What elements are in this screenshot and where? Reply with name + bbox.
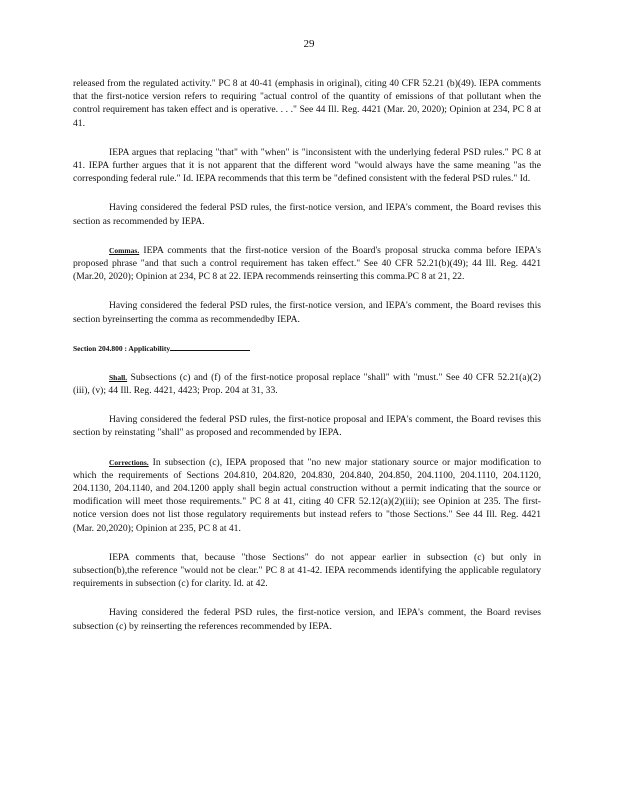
paragraph-shall [73,371,541,397]
document-body [73,77,541,633]
page-number: 29 [303,38,315,50]
corrections-heading: Corrections. [109,457,149,467]
shall-heading: Shall. [109,372,128,382]
section-heading-text: Section 204.800 : Applicability [73,343,171,353]
paragraph-corrections [73,456,541,535]
paragraph-board-revises-3: Having considered the federal PSD rules, the first-notice proposal and IEPA's comment, the Board revises this section by reinstating "shall" as proposed and recommended by IEPA. [73,414,541,439]
paragraph-board-revises-4: Having considered the federal PSD rules, the first-notice version, and IEPA's comment, the Board revises subsection (c) by reinserting the references recommended by IEPA. [73,607,541,632]
shall-text: Subsections (c) and (f) of the first-notice proposal replace "shall" with "must." See 40 CFR 52.21(a)(2)(iii), (v); 44 Ill. Reg. 4421, 4423; Prop. 204 at 31, 33. [73,371,541,397]
paragraph-board-revises-2: Having considered the federal PSD rules, the first-notice version, and IEPA's comment, the Board revises this section byreinserting the comma as recommendedby IEPA. [73,300,541,325]
section-heading-rule [170,350,250,351]
paragraph-board-revises-1: Having considered the federal PSD rules, the first-notice version, and IEPA's comment, the Board revises this section as recommended by IEPA. [73,202,541,227]
commas-heading: Commas. [109,245,140,255]
paragraph-those-sections: IEPA comments that, because "those Sections" do not appear earlier in subsection (c) but only in subsection(b),the reference "would not be clear." PC 8 at 41-42. IEPA recommends identifying the applicable regulatory requirements in subsection (c) for clarity. Id. at 42. [73,551,541,590]
paragraph-continuation: released from the regulated activity." PC 8 at 40-41 (emphasis in original), citing 40 CFR 52.21 (b)(49). IEPA comments that the first-notice version refers to requiring "actual control of the quantity of emissions of that pollutant when the control requirement has taken effect and is operative. . . ." See 44 Ill. Reg. 4421 (Mar. 20, 2020); Opinion at 234, PC 8 at 41. [73,78,541,129]
paragraph-iepa-argues: IEPA argues that replacing "that" with "when" is "inconsistent with the underlying federal PSD rules." PC 8 at 41. IEPA further argues that it is not apparent that the different word "would always have the same meaning "as the corresponding federal rule." Id. IEPA recommends that this term be "defined consistent with the federal PSD rules." Id. [73,146,541,185]
section-heading [73,342,541,355]
commas-text: IEPA comments that the first-notice version of the Board's proposal strucka comma before IEPA's proposed phrase "and that such a control requirement has taken effect." See 40 CFR 52.21(b)(49); 44 Ill. Reg. 4421 (Mar.20, 2020); Opinion at 234, PC 8 at 22. IEPA recommends reinserting this comma.PC 8 at 21, 22. [73,244,541,283]
paragraph-commas [73,244,541,284]
corrections-text: In subsection (c), IEPA proposed that "no new major stationary source or major modification to which the requirements of Sections 204.810, 204.820, 204.830, 204.840, 204.850, 204.1100, 204.1110, 204.1120, 204.1130, 204.1140, and 204.1200 apply shall begin actual construction without a permit indicating that the source or modification will meet those requirements." PC 8 at 41, citing 40 CFR 52.12(a)(2)(iii); see Opinion at 235. The first-notice version does not list those regulatory requirements but instead refers to "those Sections." See 44 Ill. Reg. 4421 (Mar. 20,2020); Opinion at 235, PC 8 at 41. [73,456,541,534]
